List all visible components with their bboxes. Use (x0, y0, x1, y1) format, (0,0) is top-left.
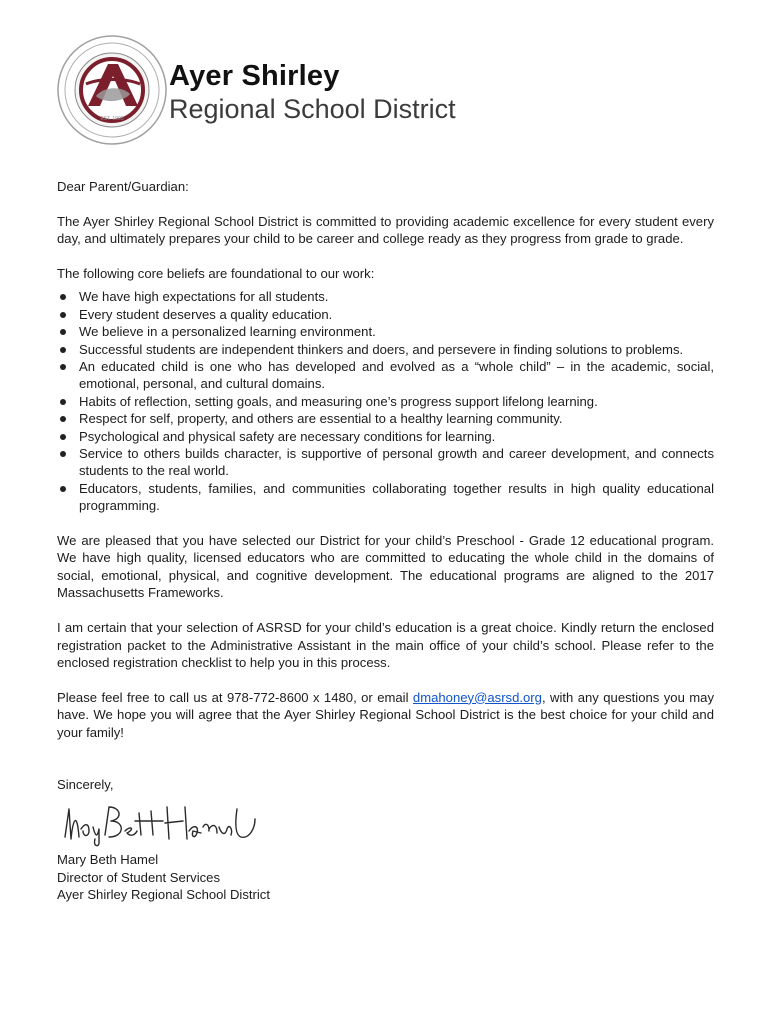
list-item: Service to others builds character, is supportive of personal growth and career development, and connects students to the real world. (57, 445, 714, 480)
bullet-icon (60, 451, 66, 457)
bullet-icon (60, 294, 66, 300)
list-item: We believe in a personalized learning environment. (57, 323, 714, 340)
district-seal-logo (56, 34, 168, 146)
registration-paragraph: I am certain that your selection of ASRSD for your child’s education is a great choice. Kindly return the enclosed registration packet to the Administrative Assistant in the main office of your child’s school. Please refer to the enclosed registration checklist to help you in this process. (57, 620, 714, 670)
selection-paragraph: We are pleased that you have selected our District for your child’s Preschool - Grade 12 educational program. We have high quality, licensed educators who are committed to educating the whole child in the domains of social, emotional, physical, and cognitive development. The educational programs are aligned to the 2017 Massachusetts Frameworks. (57, 533, 714, 601)
email-link[interactable]: dmahoney@asrsd.org (412, 689, 542, 705)
list-item: Psychological and physical safety are necessary conditions for learning. (57, 428, 714, 445)
bullet-icon (60, 416, 66, 422)
beliefs-intro: The following core beliefs are foundational to our work: (57, 266, 375, 281)
district-name-line2: Regional School District (169, 94, 456, 124)
bullet-icon (60, 486, 66, 492)
signer-name: Mary Beth Hamel (57, 852, 159, 868)
district-name-line1: Ayer Shirley (169, 60, 340, 92)
bullet-icon (60, 347, 66, 353)
list-item: We have high expectations for all students. (57, 288, 714, 305)
bullet-icon (60, 312, 66, 318)
bullet-icon (60, 329, 66, 335)
list-item: Every student deserves a quality education. (57, 306, 714, 323)
handwritten-signature (59, 799, 279, 849)
contact-paragraph: Please feel free to call us at 978-772-8600 x 1480, or email dmahoney@asrsd.org, with any questions you may have. We hope you will agree that the Ayer Shirley Regional School District is the best choice for your child and your family! (57, 689, 715, 740)
list-item: Successful students are independent thinkers and doers, and persevere in finding solutions to problems. (57, 341, 714, 358)
intro-paragraph: The Ayer Shirley Regional School District is committed to providing academic excellence for every student every day, and ultimately prepares your child to be career and college ready as they progress from grade to grade. (57, 213, 714, 247)
signer-title: Director of Student Services (57, 869, 221, 885)
list-item: Respect for self, property, and others are essential to a healthy learning community. (57, 410, 714, 427)
letter-body (57, 178, 714, 903)
list-item: Educators, students, families, and communities collaborating together results in high quality educational programming. (57, 480, 714, 515)
signer-organization: Ayer Shirley Regional School District (57, 886, 270, 902)
closing: Sincerely, (57, 776, 114, 792)
bullet-icon (60, 434, 66, 440)
salutation: Dear Parent/Guardian: (57, 179, 189, 194)
core-beliefs-list (57, 288, 714, 514)
letterhead (56, 34, 516, 146)
svg-text:EST. 1993: EST. 1993 (100, 116, 124, 122)
list-item: An educated child is one who has developed and evolved as a “whole child” – in the academic, social, emotional, personal, and cultural domains. (57, 358, 714, 393)
bullet-icon (60, 399, 66, 405)
bullet-icon (60, 364, 66, 370)
list-item: Habits of reflection, setting goals, and measuring one’s progress support lifelong learning. (57, 393, 714, 410)
